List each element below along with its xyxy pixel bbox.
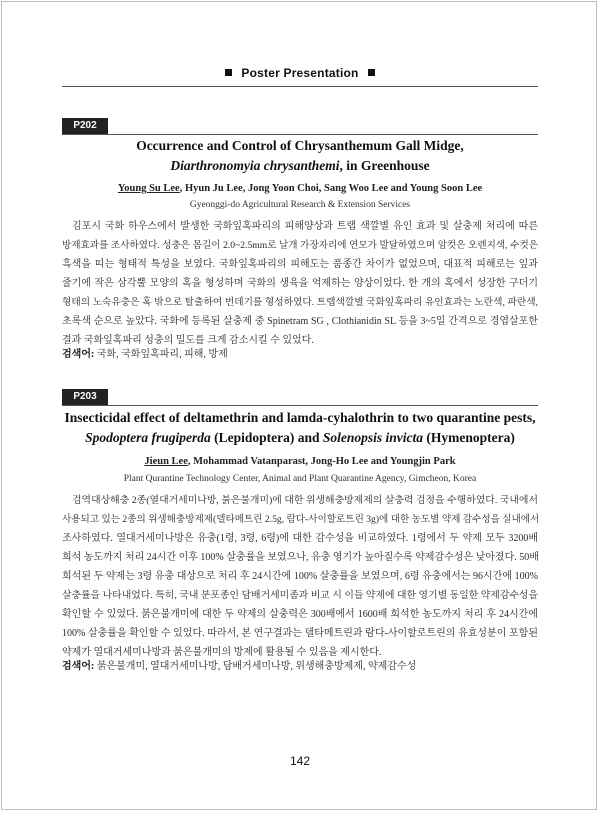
- species-name: Spodoptera frugiperda: [85, 430, 211, 445]
- abstract-keywords: [62, 345, 538, 360]
- body-line: 약제가 열대거세미나방과 붉은불개미의 방제에 활용될 수 있음을 제시한다.: [62, 647, 382, 658]
- abstract-authors: [62, 183, 538, 194]
- title-rest: (Hymenoptera): [423, 430, 515, 445]
- species-name: Diarthronomyia chrysanthemi: [170, 158, 340, 173]
- section-header-title: Poster Presentation: [241, 66, 359, 80]
- square-bullet-icon: [368, 69, 375, 76]
- abstract-authors: [62, 456, 538, 467]
- abstract-affiliation: Gyeonggi-do Agricultural Research & Extension Services: [189, 200, 411, 210]
- body-line: 희석된 두 약제는 3령 유충 대상으로 처리 후 24시간에 100% 살충률을 보였으며, 6령 유충에서는 96시간에 100%: [62, 571, 538, 582]
- abstract-title-line1: Occurrence and Control of Chrysanthemum Gall Midge,: [136, 138, 464, 153]
- abstract-rule: [62, 405, 538, 406]
- abstract-body: [62, 217, 538, 350]
- keywords-label: 검색어:: [62, 661, 95, 672]
- abstract-title-line1: Insecticidal effect of deltamethrin and lamda-cyhalothrin to two quarantine pests,: [64, 410, 536, 425]
- body-line: 흑색을 띠는 형태적 특성을 보였다. 국화잎혹파리의 피해도는 품종간 차이가 없었으며, 대표적 피해로는 잎과: [62, 259, 538, 270]
- keywords-text: 국화, 국화잎혹파리, 피해, 방제: [96, 349, 228, 360]
- body-line: 검역대상해충 2종(열대거세미나방, 붉은불개미)에 대한 위생해충방제제의 살충력 검정을 수행하였다. 국내에서: [72, 495, 538, 506]
- body-line: 희석 농도까지 처리 24시간 이후 100% 살충률을 보였으나, 유충 영기가 높아질수록 약제감수성은 낮아졌다. 50배: [62, 552, 539, 563]
- body-line: 사용되고 있는 2종의 위생해충방제제(델타메트린 2.5g, 람다-사이할로트린 3g)에 대한 농도별 약제 감수성을 실내에서: [62, 514, 540, 525]
- abstract-affiliation: Plant Qurantine Technology Center, Animal and Plant Quarantine Agency, Gimcheon, Korea: [123, 474, 477, 484]
- species-name: Solenopsis invicta: [322, 430, 424, 445]
- body-line: 살충률을 나타내었다. 특히, 국내 분포종인 담배거세미좀과 비교 시 이들 약제에 대한 영기별 동일한 약제감수성을: [62, 590, 538, 601]
- body-line: 형태의 노숙유충은 혹 밖으로 탈출하여 번데기를 형성하였다. 트랩색깔별 국화잎혹파리 유인효과는 노란색, 파란색,: [62, 297, 538, 308]
- abstract-code-badge: P202: [62, 118, 108, 134]
- abstract-code-badge: P203: [62, 389, 108, 405]
- abstract-rule: [62, 134, 538, 135]
- body-line: 초록색 순으로 높았다. 국화에 등록된 살충제 중 Spinetram SG , Clothianidin SL 등을 3~5일 간격으로 경엽살포한: [62, 316, 538, 327]
- presenting-author: Young Su Lee: [117, 183, 180, 194]
- body-line: 줄기에 작은 삼각뿔 모양의 혹을 형성하며 국화의 생육을 억제하는 양상이었다. 한 개의 혹에서 성장한 구더기: [62, 278, 538, 289]
- co-authors: , Hyun Ju Lee, Jong Yoon Choi, Sang Woo Lee and Young Soon Lee: [179, 183, 483, 194]
- abstract-body: [62, 491, 538, 662]
- body-line: 확인할 수 있었다. 붉은불개미에 대한 두 약제의 살충력은 300배에서 1600배 희석한 농도까지 처리 후 24시간에: [62, 609, 538, 620]
- square-bullet-icon: [225, 69, 232, 76]
- abstract-title-line2: [62, 156, 538, 176]
- body-line: 김포시 국화 하우스에서 발생한 국화잎혹파리의 피해양상과 트랩 색깔별 유인 효과 및 살충제 처리에 따른: [72, 221, 538, 232]
- page-number: 142: [289, 754, 311, 768]
- title-rest: , in Greenhouse: [339, 158, 430, 173]
- body-line: 조사하였다. 열대거세미나방은 유충(1령, 3령, 6령)에 대한 감수성을 비교하였다. 1령에서 두 약제 모두 3200배: [62, 533, 538, 544]
- presenting-author: Jieun Lee: [144, 456, 188, 467]
- abstract-title: [62, 408, 538, 448]
- body-line: 방제효과를 조사하였다. 성충은 몸길이 2.0~2.5mm로 날개 가장자리에 연모가 발달하였으며 암컷은 오렌지색, 수컷은: [62, 240, 538, 251]
- abstract-keywords: [62, 657, 538, 672]
- co-authors: , Mohammad Vatanparast, Jong-Ho Lee and Youngjin Park: [187, 456, 456, 467]
- body-line: 100% 살충률을 확인할 수 있었다. 따라서, 본 연구결과는 델타메트린과 람다-사이할로트린의 유효성분이 포함된: [62, 628, 538, 639]
- title-mid: (Lepidoptera) and: [210, 430, 323, 445]
- section-header: [0, 66, 600, 80]
- abstract-title-line2: [62, 428, 538, 448]
- body-line: 결과 국화잎혹파리 성충의 밀도를 크게 감소시킬 수 있었다.: [62, 335, 314, 346]
- abstract-title: [62, 136, 538, 176]
- header-rule: [62, 86, 538, 87]
- keywords-text: 붉은불개미, 열대거세미나방, 담배거세미나방, 위생해충방제제, 약제감수성: [96, 661, 417, 672]
- keywords-label: 검색어:: [62, 349, 95, 360]
